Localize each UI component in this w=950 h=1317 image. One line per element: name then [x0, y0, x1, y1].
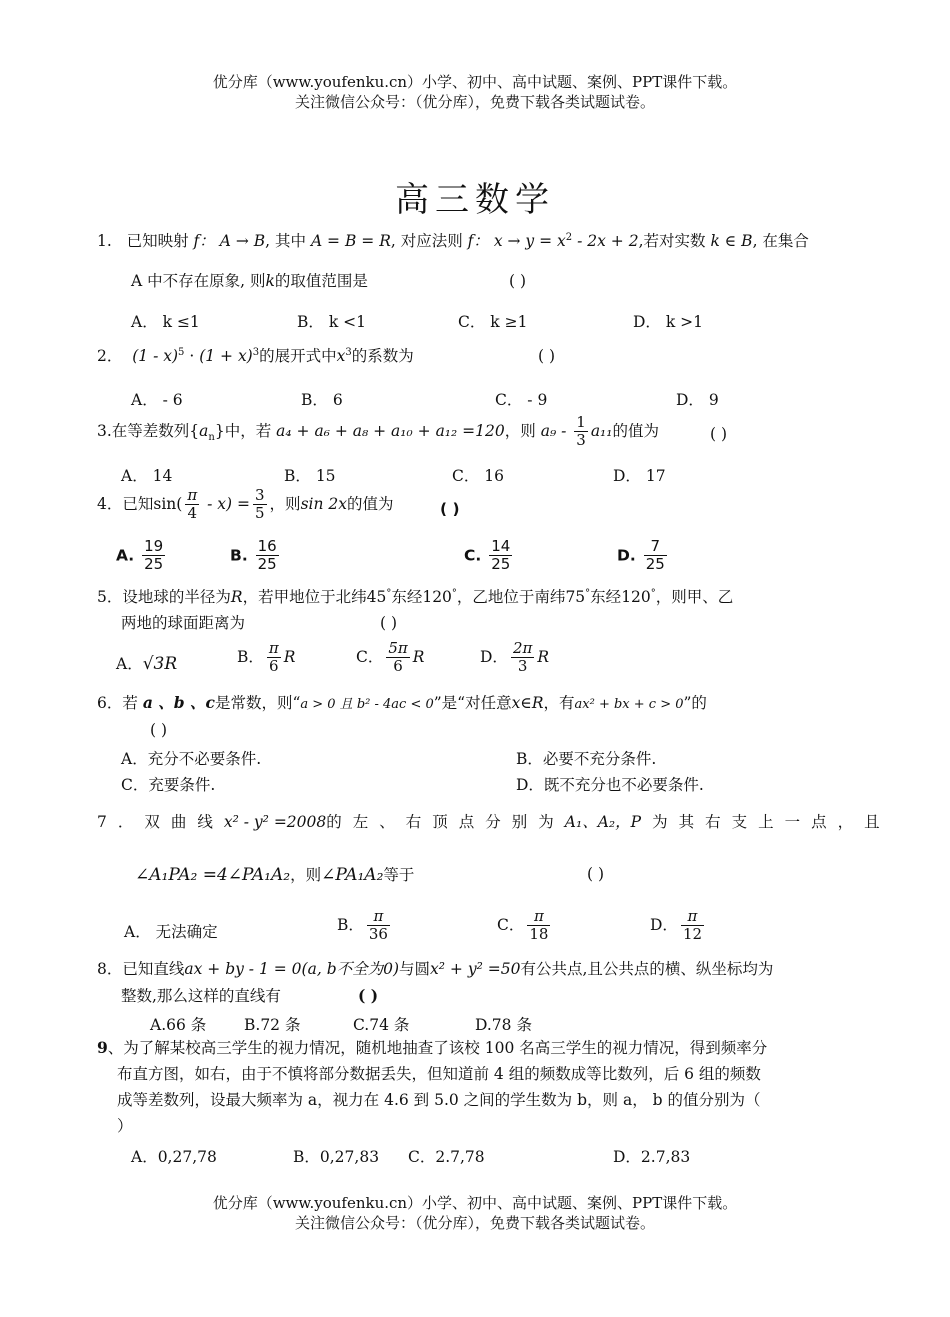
footer-line-2: 关注微信公众号：（优分库），免费下载各类试题试卷。	[294, 1214, 655, 1232]
question-7-option-d: D． $\frac{\pi}{12}$	[650, 907, 703, 944]
question-4-pi-over-4: $\frac{\pi}{4}$	[187, 486, 198, 523]
question-1-option-d: D． k >1	[633, 313, 704, 331]
question-3-answer-paren: ( )	[710, 425, 728, 443]
question-7-line-2: ∠A₁PA₂ =4∠PA₁A₂，则∠PA₁A₂等于	[135, 865, 415, 885]
footer-line-1: 优分库（www.youfenku.cn）小学、初中、高中试题、案例、PPT课件下载。	[212, 1194, 738, 1212]
question-8-answer-paren: ( )	[358, 986, 379, 1005]
question-8-option-d: D.78 条	[475, 1016, 532, 1034]
question-3-option-c: C． 16	[452, 467, 505, 485]
question-2-option-b: B． 6	[301, 391, 343, 409]
question-9-line-2: 布直方图，如右，由于不慎将部分数据丢失，但知道前 4 组的频数成等比数列，后 6 组的频数	[117, 1065, 761, 1083]
header-line-1: 优分库（www.youfenku.cn）小学、初中、高中试题、案例、PPT课件下载。	[212, 73, 738, 91]
question-5-line-1: 5．设地球的半径为R，若甲地位于北纬45°东经120°，乙地位于南纬75°东经120°，则甲、乙	[97, 588, 734, 607]
question-5-answer-paren: ( )	[380, 614, 398, 632]
question-2-option-a: A． - 6	[131, 391, 183, 409]
question-5-option-b: B． $\frac{\pi}{6}$ R	[237, 639, 296, 676]
question-5-line-2: 两地的球面距离为	[121, 614, 246, 632]
question-9-line-3: 成等差数列，设最大频率为 a，视力在 4.6 到 5.0 之间的学生数为 b，则 a， b 的值分别为（	[117, 1091, 761, 1109]
question-2-option-d: D． 9	[676, 391, 719, 409]
question-3-option-a: A． 14	[121, 467, 173, 485]
question-6-answer-paren: ( )	[150, 721, 168, 739]
question-9-line-4: ）	[117, 1117, 133, 1135]
question-8-line-2: 整数,那么这样的直线有	[121, 987, 281, 1005]
question-4-option-d: D. $\frac{7}{25}$	[617, 537, 665, 574]
question-9-line-1: 9、为了解某校高三学生的视力情况，随机地抽查了该校 100 名高三学生的视力情况，得到频率分	[97, 1038, 768, 1057]
question-2-option-c: C． - 9	[495, 391, 548, 409]
question-6-option-d: D．既不充分也不必要条件.	[516, 776, 704, 794]
question-4-option-a: A. $\frac{19}{25}$	[116, 537, 164, 574]
question-8-option-b: B.72 条	[244, 1016, 301, 1034]
question-1-option-c: C． k ≥1	[458, 313, 528, 331]
question-3-option-d: D． 17	[613, 467, 666, 485]
question-1-option-a: A． k ≤1	[131, 313, 200, 331]
question-7-option-c: C． $\frac{\pi}{18}$	[497, 907, 549, 944]
question-7-option-b: B． $\frac{\pi}{36}$	[337, 907, 388, 944]
question-8-option-a: A.66 条	[150, 1016, 207, 1034]
question-7-option-a: A． 无法确定	[124, 923, 218, 941]
question-3-line-1: 3.在等差数列$\{a_n\}$中，若 a₄ + a₆ + a₈ + a₁₀ + a₁₂ =120，则 a₉ - $\frac{1}{3}$ a₁₁的值为	[97, 413, 659, 450]
question-3-fraction: $\frac{1}{3}$	[576, 413, 586, 450]
page-title: 高三数学	[395, 180, 555, 220]
question-9-option-d: D．2.7,83	[613, 1148, 691, 1166]
question-6-option-b: B．必要不充分条件.	[516, 750, 657, 768]
question-2-line-1: 2． $(1 - x)^5 \cdot (1 + x)^3$的展开式中$x^3$的系数为	[97, 347, 414, 366]
question-5-option-d: D． $\frac{2\pi}{3}$ R	[480, 639, 550, 676]
question-6-option-a: A．充分不必要条件.	[121, 750, 262, 768]
question-5-option-a: A．√3R	[116, 654, 178, 674]
question-6-option-c: C．充要条件.	[121, 776, 216, 794]
question-9-option-c: C．2.7,78	[408, 1148, 485, 1166]
question-5-option-c: C． $\frac{5\pi}{6}$ R	[356, 639, 425, 676]
question-8-line-1: 8．已知直线ax + by - 1 = 0(a, b不全为0)与圆x² + y² =50有公共点,且公共点的横、纵坐标均为	[97, 960, 774, 978]
question-1-line-2: A 中不存在原象, 则k的取值范围是	[131, 272, 368, 290]
header-line-2: 关注微信公众号：（优分库），免费下载各类试题试卷。	[294, 93, 655, 111]
question-1-answer-paren: ( )	[509, 272, 527, 290]
question-9-option-a: A．0,27,78	[131, 1148, 217, 1166]
question-6-line-1: 6．若 a 、b 、c是常数，则“a > 0 且 b² - 4ac < 0”是“对任意x∈R，有ax² + bx + c > 0”的	[97, 693, 707, 712]
question-9-option-b: B．0,27,83	[293, 1148, 380, 1166]
question-4-answer-paren: ( )	[440, 500, 460, 518]
question-1-option-b: B． k <1	[297, 313, 366, 331]
question-2-answer-paren: ( )	[538, 347, 556, 365]
question-7-answer-paren: ( )	[587, 865, 605, 883]
question-3-option-b: B． 15	[284, 467, 336, 485]
question-4-three-fifths: $\frac{3}{5}$	[255, 486, 265, 523]
question-4-option-c: C. $\frac{14}{25}$	[464, 537, 511, 574]
question-1-line-1: 1. 已知映射 f： A → B, 其中 A = B = R, 对应法则 f： $x \to y = x^2 - 2x + 2$,若对实数 k ∈ B, 在集合	[97, 232, 809, 251]
question-4-option-b: B. $\frac{16}{25}$	[230, 537, 277, 574]
question-7-line-1: 7．双曲线x² - y² =2008的左、右顶点分别为A₁、A₂，P为其右支上一点，且	[97, 813, 891, 831]
question-4-line-1: 4．已知sin( $\frac{\pi}{4}$ - x) = $\frac{3}{5}$ ，则sin 2x的值为	[97, 486, 394, 523]
question-8-option-c: C.74 条	[353, 1016, 410, 1034]
